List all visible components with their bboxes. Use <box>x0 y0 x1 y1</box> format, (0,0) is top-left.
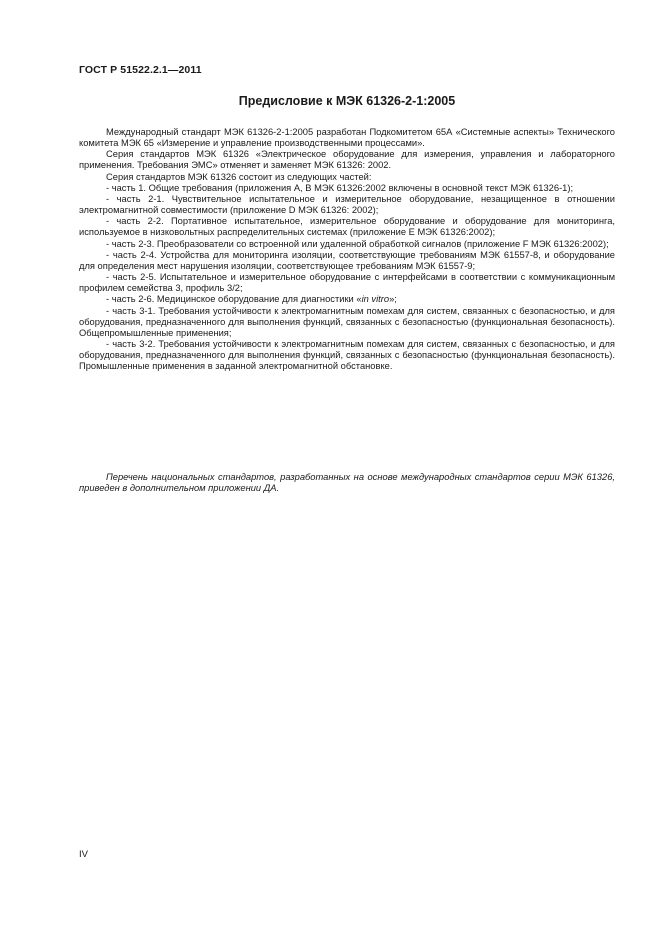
part-2-6-end: »; <box>389 294 397 305</box>
paragraph-series: Серия стандартов МЭК 61326 «Электрическое оборудование для измерения, управления и лабораторного применения. Требования ЭМС» отменяет и заменяет МЭК 61326: 2002. <box>79 149 615 171</box>
foreword-body <box>79 127 615 372</box>
page-title: Предисловие к МЭК 61326-2-1:2005 <box>238 94 456 108</box>
paragraph-intro: Международный стандарт МЭК 61326-2-1:2005 разработан Подкомитетом 65А «Системные аспекты» Технического комитета МЭК 65 «Измерение и управление производственными процессами». <box>79 127 615 149</box>
list-item-part-2-1: - часть 2-1. Чувствительное испытательное и измерительное оборудование, незащищенное в отношении электромагнитной совместимости (приложение D МЭК 61326: 2002); <box>79 193 615 216</box>
page-number: IV <box>79 849 88 860</box>
list-item-part-2-6 <box>79 294 615 305</box>
note-text: Перечень национальных стандартов, разработанных на основе международных стандартов серии МЭК 61326, приведен в дополнительном приложении ДА. <box>79 472 615 494</box>
national-standards-note <box>79 472 615 494</box>
list-item-part-2-5: - часть 2-5. Испытательное и измерительное оборудование с интерфейсами в соответствии с коммуникационным профилем семейства 3, профиль 3/2; <box>79 272 615 294</box>
list-item-part-3-1: - часть 3-1. Требования устойчивости к электромагнитным помехам для систем, связанных с безопасностью, и для оборудования, предназначенного для выполнения функций, связанных с безопасностью (функциональная безопасность). Общепромышленные применения; <box>79 305 615 338</box>
list-item-part-2-2: - часть 2-2. Портативное испытательное, измерительное оборудование и оборудование для мониторинга, используемое в низковольтных распределительных системах (приложение Е МЭК 61326:2002); <box>79 216 615 238</box>
part-2-6-text: - часть 2-6. Медицинское оборудование для диагностики « <box>106 294 362 305</box>
paragraph-parts-intro: Серия стандартов МЭК 61326 состоит из следующих частей: <box>106 171 372 182</box>
list-item-part-3-2: - часть 3-2. Требования устойчивости к электромагнитным помехам для систем, связанных с безопасностью, и для оборудования, предназначенного для выполнения функций, связанных с безопасностью (функциональная безопасность). Промышленные применения в заданной электромагнитной обстановке. <box>79 338 615 372</box>
list-item-part-1: - часть 1. Общие требования (приложения А, В МЭК 61326:2002 включены в основной текст МЭК 61326-1); <box>106 182 574 193</box>
part-2-6-italic: in vitro <box>361 294 390 305</box>
document-header: ГОСТ Р 51522.2.1—2011 <box>79 64 202 76</box>
list-item-part-2-4: - часть 2-4. Устройства для мониторинга изоляции, соответствующие требованиям МЭК 61557-8, и оборудование для определения мест нарушения изоляции, соответствующее требованиям МЭК 61557-9; <box>79 249 615 271</box>
list-item-part-2-3: - часть 2-3. Преобразователи со встроенной или удаленной обработкой сигналов (приложение F МЭК 61326:2002); <box>106 238 609 249</box>
